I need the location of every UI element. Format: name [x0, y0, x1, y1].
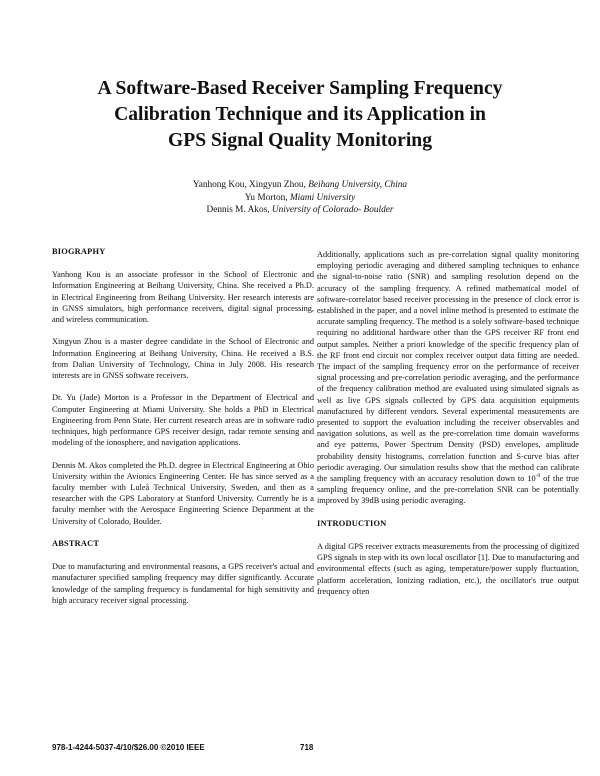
abstract-paragraph-continued: Additionally, applications such as pre-correlation signal quality monitoring employing periodic averaging and dithered sampling techniques to enhance the signal-to-noise ratio (SNR) and sampling resolution depend on the accuracy of the sampling frequency. A refined mathematical model of software-correlator based receiver processing in the presence of clock error is established in the paper, and a novel inline method is presented to estimate the accurate sampling frequency. The method is a solely software-based technique requiring no additional hardware other than the GPS receiver RF front end output samples. Neither a priori knowledge of the specific frequency plan of the RF front end circuit nor complex receiver output data fitting are needed. The impact of the sampling frequency error on the performance of receiver signal processing and pre-correlation periodic averaging, and the performance of the frequency calibration method are evaluated using simulated signals as well as live GPS signals collected by GPS data acquisition equipments manufactured by different vendors. Several experimental measurements are presented to support the evaluation including the receiver observables and navigation solutions, as well as the pre-correlation time domain waveforms and eye patterns, Power Spectrum Density (PSD) envelopes, amplitude probability density histograms, correlation function and S-curve bias after periodic averaging. Our simulation results show that the method can calibrate the sampling frequency with an accuracy resolution down to $10^{-9}$ of the true sampling frequency online, and the pre-correlation SNR can be potentially improved by 39dB using periodic averaging.: [317, 250, 579, 506]
affiliation: University of Colorado- Boulder: [271, 205, 394, 215]
right-column: [317, 249, 579, 608]
bio-paragraph: Xingyun Zhou is a master degree candidate in the School of Electronic and Information Engineering at Beihang University, China. He received a B.S. from Dalian University of Technology, China in July 2008. His research interests are in GNSS software receivers.: [52, 337, 314, 381]
abstract-heading: ABSTRACT: [52, 539, 100, 549]
title-line-3: GPS Signal Quality Monitoring: [167, 130, 432, 151]
author-line: Yu Morton, Miami University: [244, 192, 356, 203]
author-line: Dennis M. Akos, University of Colorado- Boulder: [206, 205, 394, 215]
introduction-heading: INTRODUCTION: [317, 518, 387, 528]
author-block: [60, 179, 540, 217]
author-line: Yanhong Kou, Xingyun Zhou, Beihang University, China: [192, 180, 408, 190]
affiliation: Miami University: [289, 192, 356, 203]
affiliation: Beihang University, China: [308, 180, 408, 190]
left-column: [52, 246, 314, 617]
paper-title: [30, 76, 570, 154]
abstract-paragraph: Due to manufacturing and environmental reasons, a GPS receiver's actual and manufacturer specified sampling frequency may differ significantly. Accurate knowledge of the sampling frequency is fundamental for high sensitivity and high accuracy receiver signal processing.: [52, 562, 314, 605]
exponent: -9: [535, 473, 541, 480]
intro-paragraph: A digital GPS receiver extracts measurements from the processing of digitized GPS signals in step with its own local oscillator [1]. Due to manufacturing and environmental effects (such as aging, temperature/power supply fluctuation, platform acceleration, Ionizing radiation, etc.), the oscillator's true output frequency often: [317, 542, 579, 596]
biography-heading: BIOGRAPHY: [52, 247, 106, 256]
isbn-copyright: 978-1-4244-5037-4/10/$26.00 ©2010 IEEE: [52, 743, 205, 752]
bio-paragraph: Dennis M. Akos completed the Ph.D. degree in Electrical Engineering at Ohio University within the Avionics Engineering Center. He has since served as a faculty member with Luleå Technical University, Sweden, and then as a researcher with the GPS Laboratory at Stanford University. Currently he is a faculty member with the Aerospace Engineering Science Department at the University of Colorado, Boulder.: [52, 460, 314, 526]
page-number: 718: [300, 743, 314, 752]
page-footer: [52, 743, 552, 752]
bio-paragraph: Yanhong Kou is an associate professor in the School of Electronic and Information Engineering at Beihang University, China. She received a Ph.D. in Electrical Engineering from Beihang University. Her research interests are in GNSS simulators, high performance receivers, digital signal processing, and wireless communication.: [52, 270, 314, 325]
title-line-1: A Software-Based Receiver Sampling Frequency: [97, 78, 503, 99]
bio-paragraph: Dr. Yu (Jade) Morton is a Professor in the Department of Electrical and Computer Engineering at Miami University. She holds a PhD in Electrical Engineering from Penn State. Her current research areas are in software radio techniques, high performance GPS receiver design, radar remote sensing and modeling of the ionosphere, and navigation applications.: [52, 393, 314, 448]
title-line-2: Calibration Technique and its Application in: [114, 104, 486, 125]
